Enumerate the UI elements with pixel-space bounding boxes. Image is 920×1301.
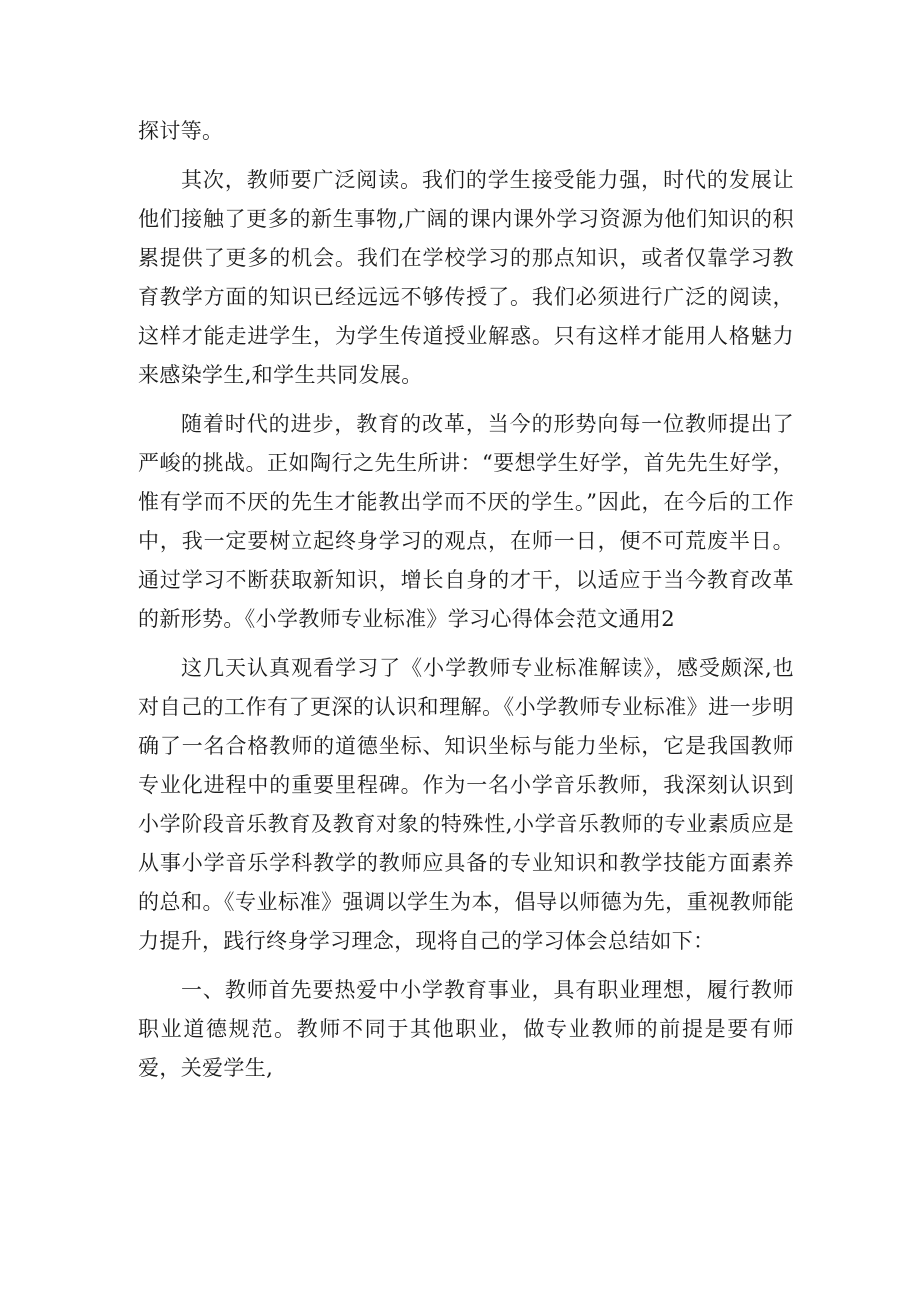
paragraph-point-one: 一、教师首先要热爱中小学教育事业，具有职业理想，履行教师职业道德规范。教师不同于其他职业，做专业教师的前提是要有师爱，关爱学生, [138,978,794,1080]
paragraph-continuation: 探讨等。 [138,119,224,143]
paragraph-standard: 这几天认真观看学习了《小学教师专业标准解读》，感受颇深,也对自己的工作有了更深的认识和理解。《小学教师专业标准》进一步明确了一名合格教师的道德坐标、知识坐标与能力坐标，它是我国教师专业化进程中的重要里程碑。作为一名小学音乐教师，我深刻认识到小学阶段音乐教育及教育对象的特殊性,小学音乐教师的专业素质应是从事小学音乐学科教学的教师应具备的专业知识和教学技能方面素养的总和。《专业标准》强调以学生为本，倡导以师德为先，重视教师能力提升，践行终身学习理念，现将自己的学习体会总结如下： [138,656,794,953]
document-body [138,112,794,1098]
paragraph-reading: 其次，教师要广泛阅读。我们的学生接受能力强，时代的发展让他们接触了更多的新生事物,广阔的课内课外学习资源为他们知识的积累提供了更多的机会。我们在学校学习的那点知识，或者仅靠学习教育教学方面的知识已经远远不够传授了。我们必须进行广泛的阅读，这样才能走进学生，为学生传道授业解惑。只有这样才能用人格魅力来感染学生,和学生共同发展。 [138,168,794,387]
paragraph-challenge: 随着时代的进步，教育的改革，当今的形势向每一位教师提出了严峻的挑战。正如陶行之先生所讲：“要想学生好学，首先先生好学，惟有学而不厌的先生才能教出学而不厌的学生。”因此，在今后的工作中，我一定要树立起终身学习的观点，在师一日，便不可荒废半日。通过学习不断获取新知识，增长自身的才干，以适应于当今教育改革的新形势。《小学教师专业标准》学习心得体会范文通用2 [138,412,794,631]
